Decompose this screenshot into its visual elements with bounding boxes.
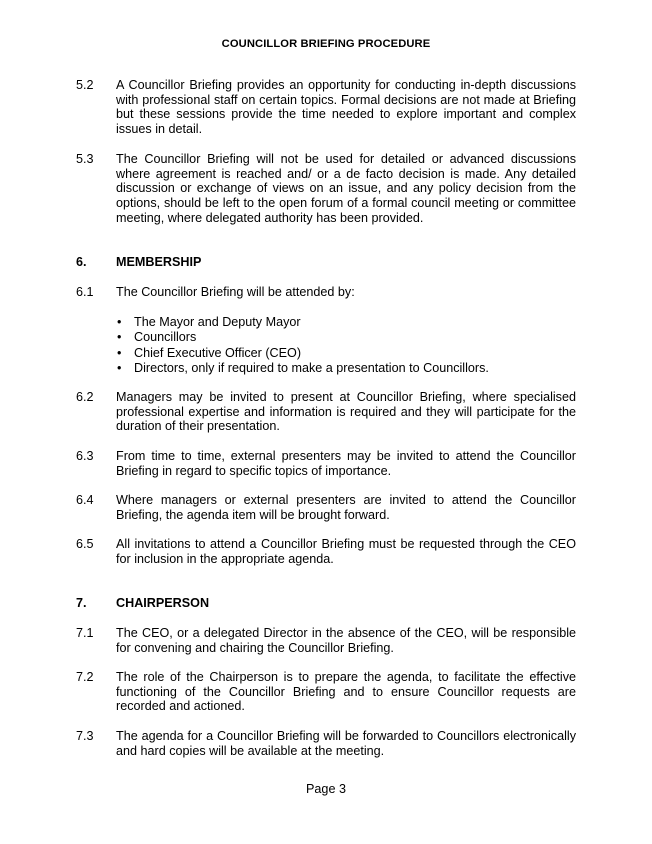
bullet-icon: • <box>117 315 122 329</box>
bullet-icon: • <box>117 345 122 360</box>
section-title: CHAIRPERSON <box>116 596 210 610</box>
clause-text: The Councillor Briefing will be attended by: <box>116 285 355 299</box>
clause-text: The Councillor Briefing will not be used for detailed or advanced discussions where agreement is reached and/ or a de facto decision is made. Any detailed discussion or exchange of views on an issue, and any policy decision from the options, should be left to the open forum of a formal council meeting or committee meeting, where delegated authority has been provided. <box>116 152 576 225</box>
clause-number: 6.4 <box>76 493 94 507</box>
clause-6-4 <box>76 493 576 522</box>
clause-number: 5.3 <box>76 152 94 166</box>
clause-text: A Councillor Briefing provides an opportunity for conducting in-depth discussions with professional staff on certain topics. Formal decisions are not made at Briefing but these sessions provide the time needed to explore important and complex issues in detail. <box>116 78 576 137</box>
section-title: MEMBERSHIP <box>116 255 202 269</box>
section-number: 6. <box>76 255 87 269</box>
clause-6-2 <box>76 390 576 434</box>
list-item-text: Directors, only if required to make a presentation to Councillors. <box>134 360 489 375</box>
list-item <box>116 330 556 345</box>
clause-7-1 <box>76 626 576 655</box>
list-item-text: Chief Executive Officer (CEO) <box>134 345 302 360</box>
list-item <box>116 361 556 376</box>
clause-number: 6.5 <box>76 537 94 551</box>
clause-text: The role of the Chairperson is to prepare the agenda, to facilitate the effective functioning of the Councillor Briefing and to ensure Councillor requests are recorded and actioned. <box>116 670 576 714</box>
clause-number: 7.3 <box>76 729 94 743</box>
clause-6-3 <box>76 449 576 478</box>
section-heading-membership <box>76 255 576 270</box>
clause-text: Where managers or external presenters are invited to attend the Councillor Briefing, the agenda item will be brought forward. <box>116 493 576 522</box>
page-number: Page 3 <box>306 782 346 796</box>
clause-number: 5.2 <box>76 78 94 92</box>
attendee-list <box>116 315 556 376</box>
list-item-text: Councillors <box>134 330 197 345</box>
clause-number: 6.3 <box>76 449 94 463</box>
bullet-icon: • <box>117 330 122 345</box>
list-item-text: The Mayor and Deputy Mayor <box>134 315 301 329</box>
clause-number: 7.1 <box>76 626 94 640</box>
clause-text: Managers may be invited to present at Councillor Briefing, where specialised professional expertise and information is required and they will participate for the duration of their presentation. <box>116 390 576 434</box>
clause-text: From time to time, external presenters may be invited to attend the Councillor Briefing in regard to specific topics of importance. <box>116 449 576 478</box>
clause-7-2 <box>76 670 576 714</box>
section-heading-chairperson <box>76 596 576 611</box>
document-header: COUNCILLOR BRIEFING PROCEDURE <box>221 38 431 50</box>
bullet-icon: • <box>117 360 122 375</box>
clause-6-1 <box>76 285 576 300</box>
clause-number: 6.2 <box>76 390 94 404</box>
clause-text: The CEO, or a delegated Director in the absence of the CEO, will be responsible for convening and chairing the Councillor Briefing. <box>116 626 576 655</box>
clause-number: 7.2 <box>76 670 94 684</box>
clause-5-3 <box>76 152 576 226</box>
clause-number: 6.1 <box>76 285 94 299</box>
clause-text: The agenda for a Councillor Briefing will be forwarded to Councillors electronically and hard copies will be available at the meeting. <box>116 729 576 758</box>
clause-5-2 <box>76 78 576 137</box>
list-item <box>116 315 556 330</box>
clause-6-5 <box>76 537 576 566</box>
section-number: 7. <box>76 596 87 610</box>
clause-text: All invitations to attend a Councillor Briefing must be requested through the CEO for inclusion in the appropriate agenda. <box>116 537 576 566</box>
list-item <box>116 346 556 361</box>
clause-7-3 <box>76 729 576 758</box>
